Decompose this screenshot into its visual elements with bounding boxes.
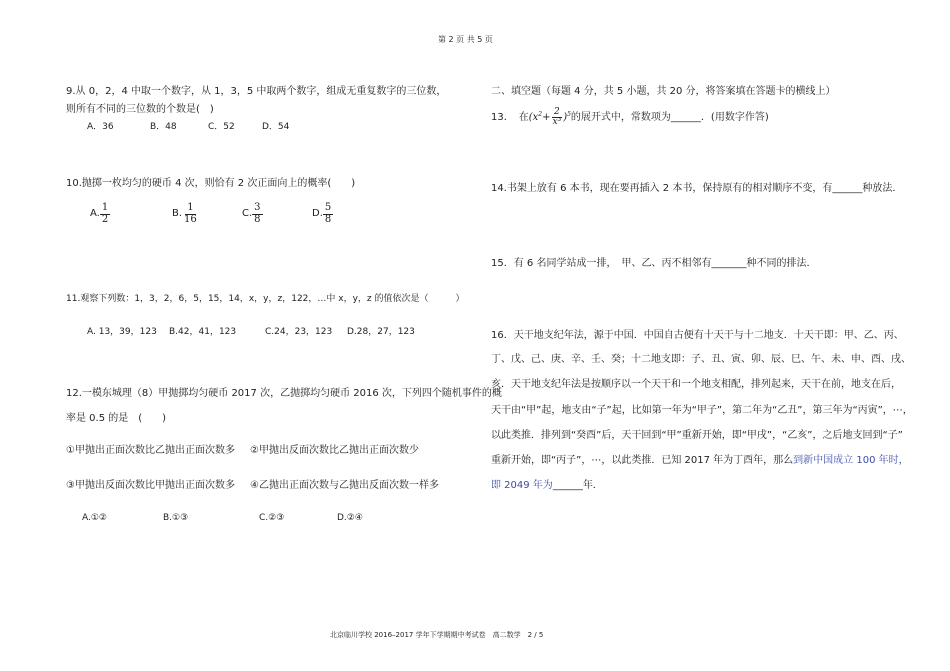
q12-option-a: A.①② (82, 513, 107, 523)
q16-line6-text: 重新开始，即“丙子”，⋯，以此类推．已知 2017 年为丁酉年，那么 (491, 455, 794, 466)
q12-item-4: ④乙抛出正面次数与乙抛出反面次数一样多 (250, 480, 439, 491)
q10-option-a-label: A. (90, 208, 100, 219)
q13-prefix: 13． 在 (491, 111, 529, 123)
q12-item-2: ②甲抛出反面次数比乙抛出正面次数少 (250, 445, 419, 456)
q9-line1: 9.从 0，2，4 中取一个数字，从 1，3，5 中取两个数字，组成无重复数字的三位数， (66, 86, 447, 97)
q10-option-c-fraction (252, 203, 262, 225)
q16-line7 (491, 481, 603, 491)
q13-suffix: 的展开式中，常数项为______．(用数字作答) (570, 111, 769, 123)
q16-line7-highlight: 即 2049 年为 (491, 480, 553, 491)
q10-option-a (90, 203, 110, 225)
q9-option-a: A．36 (87, 122, 114, 132)
q16-line4: 天干由“甲”起，地支由“子”起，比如第一年为“甲子”，第二年为“乙丑”，第三年为“丙寅”，⋯， (491, 405, 913, 416)
page-footer: 北京临川学校 2016–2017 学年下学期期中考试卷 高二数学 2 / 5 (330, 631, 544, 639)
q16-line2: 丁、戊、己、庚、辛、壬、癸；十二地支即：子、丑、寅、卯、辰、巳、午、未、申、酉、戌、 (491, 354, 911, 365)
q16-line1: 16．天干地支纪年法，源于中国．中国自古便有十天干与十二地支．十天干即：甲、乙、丙、 (491, 330, 904, 341)
q10-stem: 10.抛掷一枚均匀的硬币 4 次，则恰有 2 次正面向上的概率( ) (66, 178, 356, 189)
q13-fraction (551, 108, 564, 128)
q13-expr-open: (x (528, 111, 539, 123)
q12-option-b: B.①③ (163, 513, 189, 523)
fraction-numerator: 1 (187, 202, 194, 213)
q15: 15．有 6 名同学站成一排， 甲、乙、丙不相邻有_______种不同的排法． (491, 258, 817, 269)
fraction-denominator: 2 (101, 213, 109, 225)
q10-option-c-label: C. (242, 208, 253, 219)
q14: 14.书架上放有 6 本书，现在要再插入 2 本书，保持原有的相对顺序不变，有______种放法． (491, 183, 903, 194)
section-title: 二、填空题（每题 4 分，共 5 小题，共 20 分，将答案填在答题卡的横线上） (491, 86, 836, 97)
q10-option-a-fraction (100, 203, 110, 225)
q12-line2: 率是 0.5 的是 ( ) (66, 413, 167, 424)
q16-line7-text: ______年． (552, 480, 603, 491)
q13-row (491, 108, 769, 128)
fraction-numerator: 2 (553, 107, 560, 117)
q9-option-b: B．48 (150, 122, 177, 132)
q13-expr-close: ) (563, 111, 568, 123)
q13-exp-b: 5 (567, 111, 571, 118)
q12-item-1: ①甲抛出正面次数比乙抛出正面次数多 (66, 445, 235, 456)
q12-line1: 12.一模东城理（8）甲抛掷均匀硬币 2017 次，乙抛掷均匀硬币 2016 次，下列四个随机事件的概 (66, 388, 502, 399)
q11-option-d: D.28，27，123 (347, 327, 415, 337)
q12-item-3: ③甲抛出反面次数比甲抛出正面次数多 (66, 480, 235, 491)
q11-option-c: C.24，23，123 (265, 327, 333, 337)
q13-expression (529, 108, 571, 128)
fraction-numerator: 3 (254, 202, 261, 213)
q16-line3: 亥．天干地支纪年法是按顺序以一个天干和一个地支相配，排列起来，天干在前，地支在后， (491, 379, 901, 390)
q16-line5: 以此类推．排列到“癸酉”后，天干回到“甲”重新开始，即“甲戌”，“乙亥”，之后地支回到“子” (491, 430, 903, 441)
fraction-numerator: 5 (324, 202, 332, 213)
fraction-numerator: 1 (101, 202, 109, 213)
q10-option-d (312, 203, 333, 225)
q11-stem: 11.观察下列数：1，3，2，6，5，15，14，x，y，z，122，…中 x，y，z 的值依次是（ ） (66, 294, 465, 304)
q9-option-c: C．52 (208, 122, 235, 132)
q10-option-d-label: D. (312, 208, 323, 219)
fraction-denominator: x³ (552, 117, 562, 128)
q16-line6-highlight: 到新中国成立 100 年时， (793, 455, 909, 466)
q16-line6 (491, 456, 909, 466)
q10-option-c (242, 203, 263, 225)
fraction-denominator: 8 (254, 213, 261, 225)
q10-option-d-fraction (323, 203, 333, 225)
q10-option-b-label: B. (172, 208, 183, 219)
q9-line2: 则所有不同的三位数的个数是( ) (66, 104, 214, 115)
page-header: 第 2 页 共 5 页 (438, 35, 493, 44)
q11-option-b: B.42，41，123 (169, 327, 237, 337)
q9-option-d: D．54 (262, 122, 290, 132)
q10-option-b-fraction (182, 203, 199, 225)
q12-option-d: D.②④ (337, 513, 363, 523)
fraction-denominator: 8 (324, 213, 332, 225)
q12-option-c: C.②③ (259, 513, 285, 523)
q11-option-a: A. 13，39，123 (87, 327, 157, 337)
q13-plus: + (542, 111, 551, 123)
fraction-denominator: 16 (184, 213, 197, 225)
q13-exp-a: 2 (538, 111, 543, 118)
q10-option-b (172, 203, 199, 225)
